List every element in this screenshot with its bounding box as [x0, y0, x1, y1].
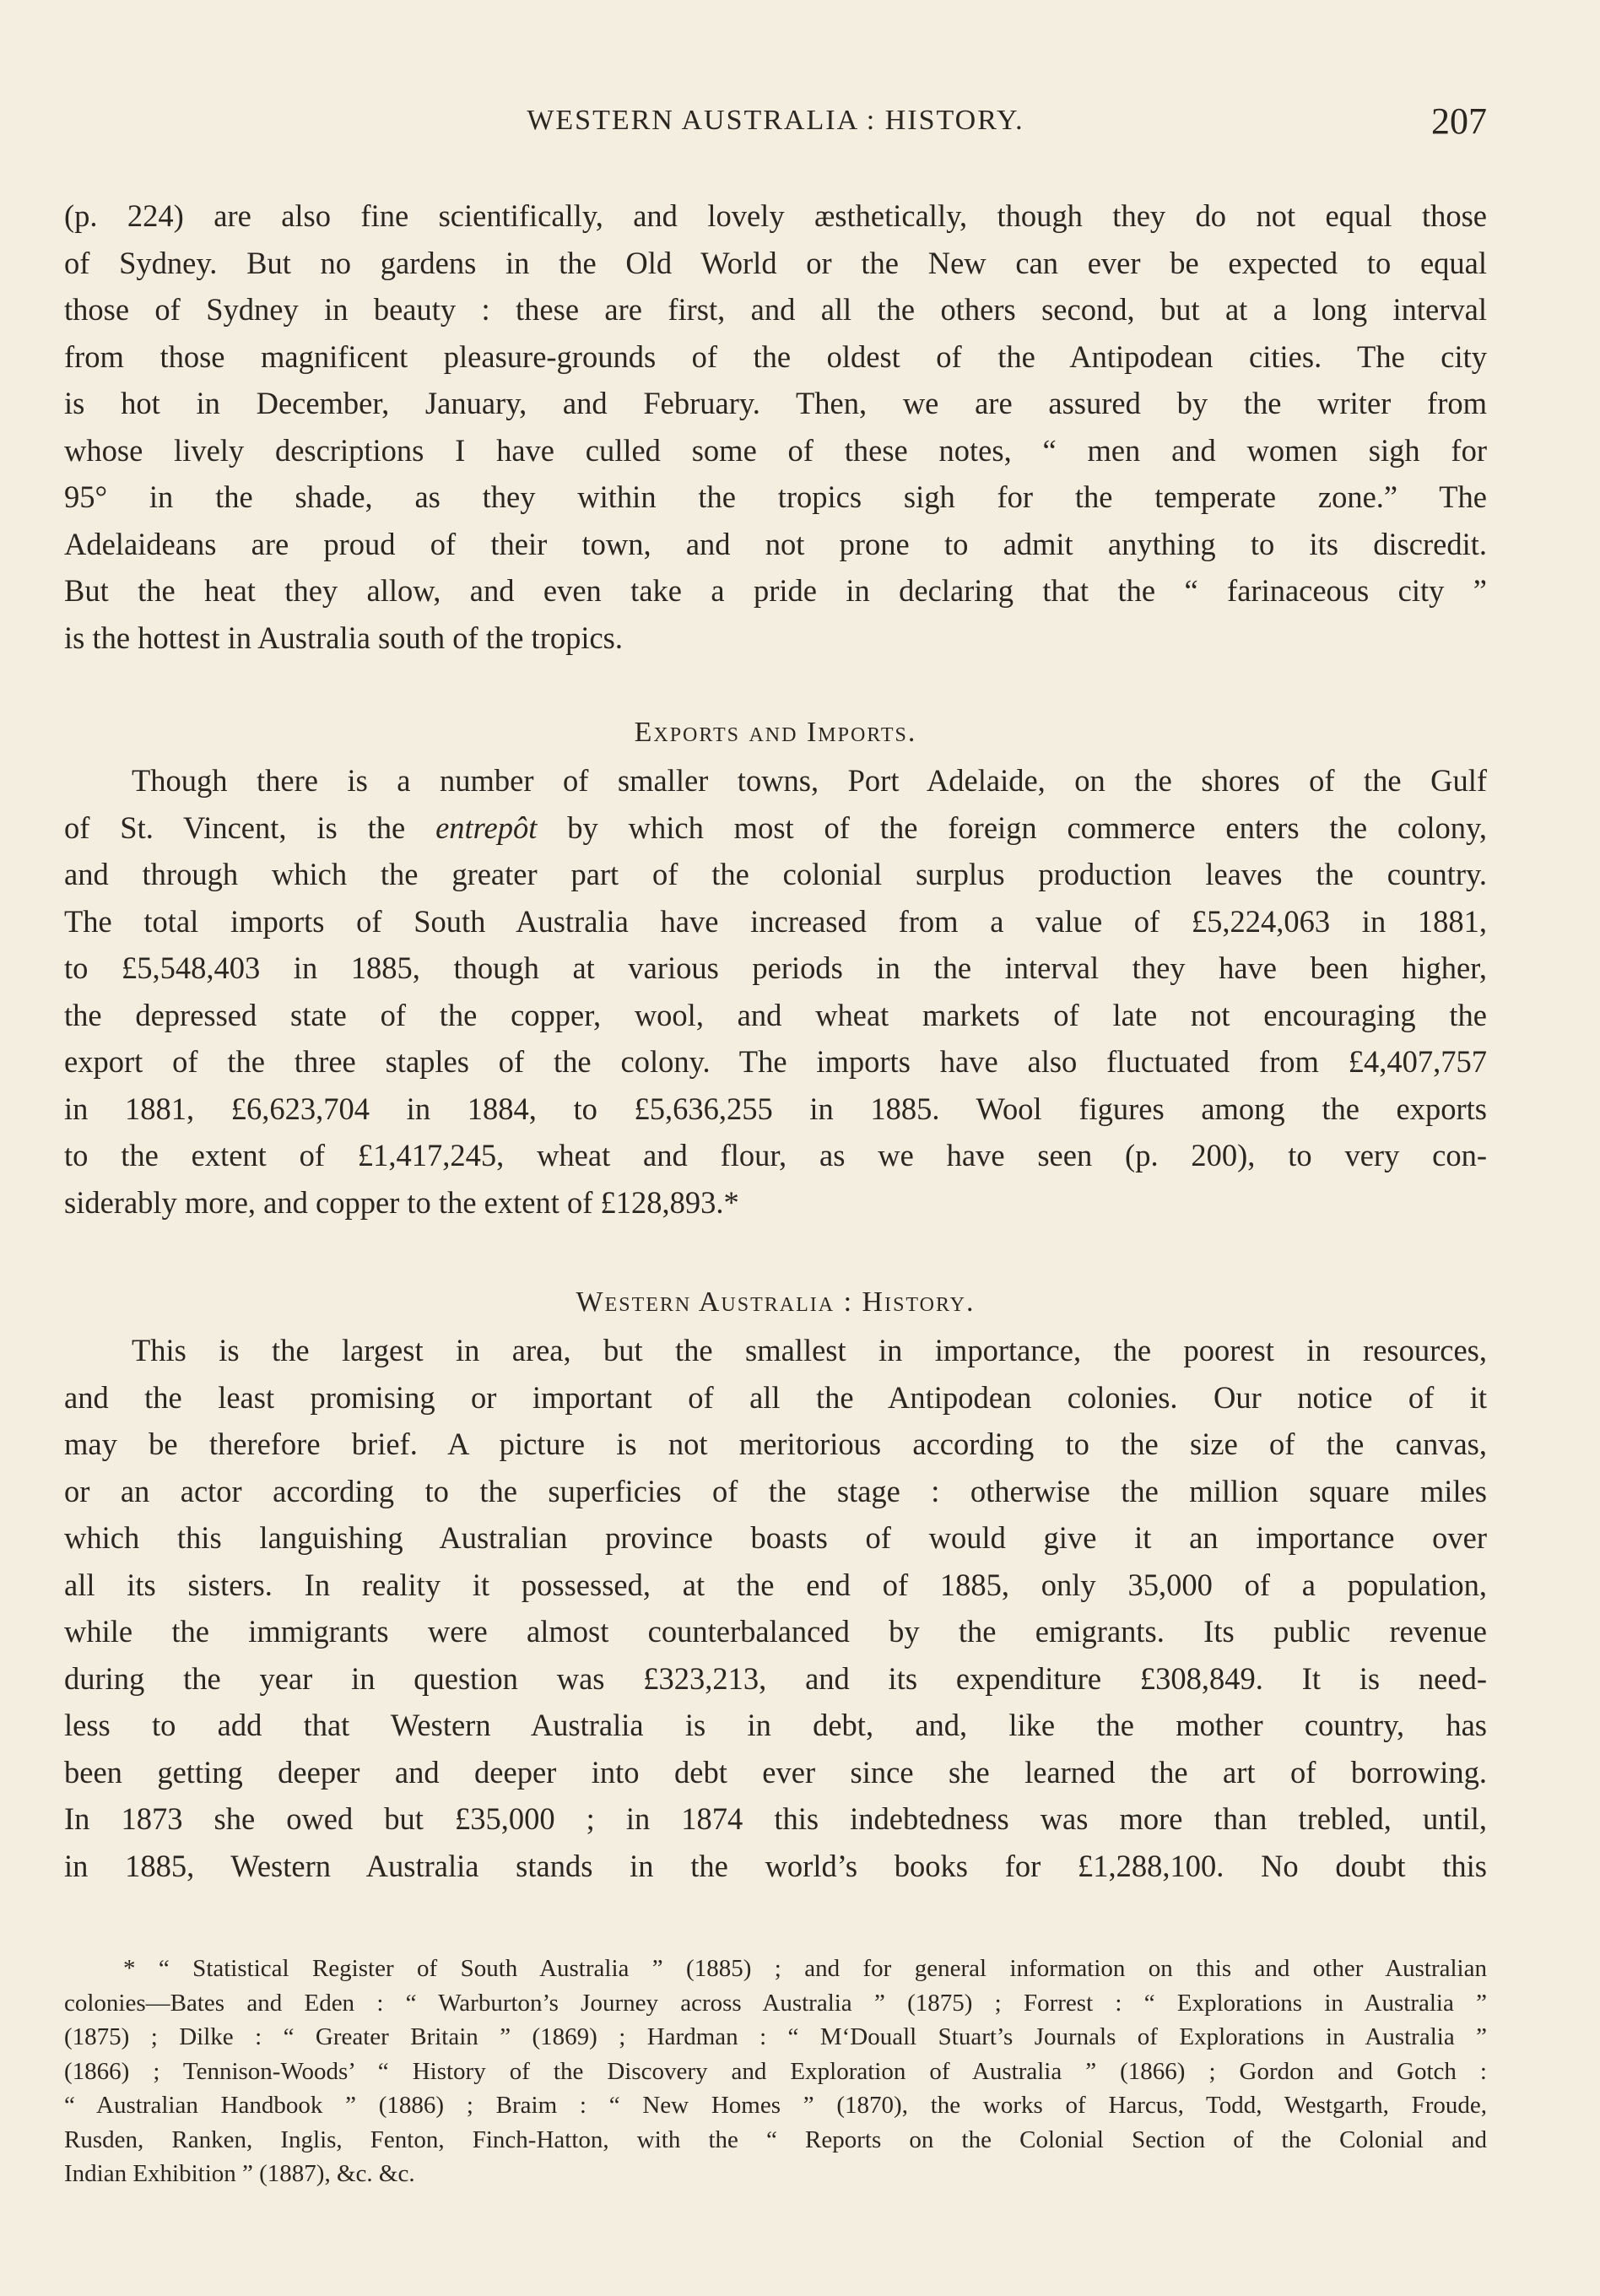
footnote-line: Rusden, Ranken, Inglis, Fenton, Finch-Hatton, with the “ Reports on the Colonial Section of the Colonial and [64, 2125, 1487, 2153]
body-text [64, 192, 1487, 1889]
paragraph-gardens [64, 192, 1487, 661]
running-head-title: WESTERN AUSTRALIA : HISTORY. [527, 105, 1024, 136]
text-line: This is the largest in area, but the smallest in importance, the poorest in resources, [132, 1333, 1487, 1367]
footnote [64, 1952, 1487, 2191]
running-head [64, 100, 1487, 150]
text-line: of Sydney. But no gardens in the Old World or the New can ever be expected to equal [64, 245, 1487, 280]
text-line: is hot in December, January, and February. Then, we are assured by the writer from [64, 386, 1487, 420]
section-heading-western-australia: Western Australia : History. [576, 1286, 976, 1318]
footnote-line: * “ Statistical Register of South Australia ” (1885) ; and for general information on this and other Australian [123, 1955, 1487, 1982]
text-line: export of the three staples of the colony. The imports have also fluctuated from £4,407,757 [64, 1044, 1487, 1079]
text-line: been getting deeper and deeper into debt ever since she learned the art of borrowing. [64, 1754, 1487, 1790]
text-line: may be therefore brief. A picture is not meritorious according to the size of the canvas, [64, 1427, 1487, 1461]
text-line: of St. Vincent, is the entrepôt by which most of the foreign commerce enters the colony, [64, 810, 1487, 845]
text-line: is the hottest in Australia south of the tropics. [64, 620, 623, 655]
text-line: or an actor according to the superficies of the stage : otherwise the million square miles [64, 1473, 1487, 1508]
text-line: to the extent of £1,417,245, wheat and flour, as we have seen (p. 200), to very con- [64, 1138, 1487, 1172]
text-line: and the least promising or important of all the Antipodean colonies. Our notice of it [64, 1379, 1487, 1415]
text-line: In 1873 she owed but £35,000 ; in 1874 this indebtedness was more than trebled, until, [64, 1801, 1487, 1836]
footnote-line: “ Australian Handbook ” (1886) ; Braim : “ New Homes ” (1870), the works of Harcus, Todd, Westgarth, Froude, [64, 2092, 1487, 2119]
footnote-line: (1866) ; Tennison-Woods’ “ History of the Discovery and Exploration of Australia ” (1866) ; Gordon and Gotch : [64, 2057, 1487, 2085]
text-line: to £5,548,403 in 1885, though at various periods in the interval they have been higher, [64, 950, 1487, 985]
footnote-line: colonies—Bates and Eden : “ Warburton’s Journey across Australia ” (1875) ; Forrest : “ Explorations in Australia ” [64, 1989, 1487, 2017]
section-heading-exports: Exports and Imports. [634, 717, 917, 748]
paragraph-western-australia [64, 1327, 1487, 1889]
text-line: and through which the greater part of the colonial surplus production leaves the country. [64, 857, 1487, 891]
text-line: in 1881, £6,623,704 in 1884, to £5,636,255 in 1885. Wool figures among the exports [64, 1091, 1487, 1126]
page-number: 207 [1431, 100, 1487, 142]
text-line: Though there is a number of smaller towns, Port Adelaide, on the shores of the Gulf [132, 763, 1487, 798]
text-line: all its sisters. In reality it possessed, at the end of 1885, only 35,000 of a population, [64, 1567, 1487, 1602]
footnote-line: Indian Exhibition ” (1887), &c. &c. [64, 2160, 415, 2187]
text-line: siderably more, and copper to the extent of £128,893.* [64, 1184, 739, 1220]
text-line: from those magnificent pleasure-grounds of the oldest of the Antipodean cities. The city [64, 338, 1487, 374]
text-line: The total imports of South Australia have increased from a value of £5,224,063 in 1881, [64, 903, 1487, 939]
italic-term: entrepôt [435, 810, 538, 845]
text-line: those of Sydney in beauty : these are first, and all the others second, but at a long interval [64, 292, 1487, 327]
text-line: while the immigrants were almost counterbalanced by the emigrants. Its public revenue [64, 1614, 1487, 1649]
text-line: 95° in the shade, as they within the tropics sigh for the temperate zone.” The [64, 479, 1487, 514]
text-line: less to add that Western Australia is in debt, and, like the mother country, has [64, 1708, 1487, 1742]
footnote-line: (1875) ; Dilke : “ Greater Britain ” (1869) ; Hardman : “ M‘Douall Stuart’s Journals of Explorations in Australia ” [64, 2023, 1487, 2050]
text-line: (p. 224) are also fine scientifically, and lovely æsthetically, though they do not equal those [64, 198, 1487, 233]
section-spacer [64, 661, 1487, 708]
text-line: whose lively descriptions I have culled some of these notes, “ men and women sigh for [64, 432, 1487, 468]
section-spacer [64, 1226, 1487, 1278]
text-line: during the year in question was £323,213, and its expenditure £308,849. It is need- [64, 1660, 1487, 1696]
text-line: in 1885, Western Australia stands in the world’s books for £1,288,100. No doubt this [64, 1848, 1487, 1883]
text-line: which this languishing Australian province boasts of would give it an importance over [64, 1520, 1487, 1555]
text-line: Adelaideans are proud of their town, and not prone to admit anything to its discredit. [64, 526, 1487, 561]
text-line: the depressed state of the copper, wool, and wheat markets of late not encouraging the [64, 997, 1487, 1032]
paragraph-exports [64, 757, 1487, 1226]
text-line: But the heat they allow, and even take a pride in declaring that the “ farinaceous city ” [64, 573, 1487, 608]
